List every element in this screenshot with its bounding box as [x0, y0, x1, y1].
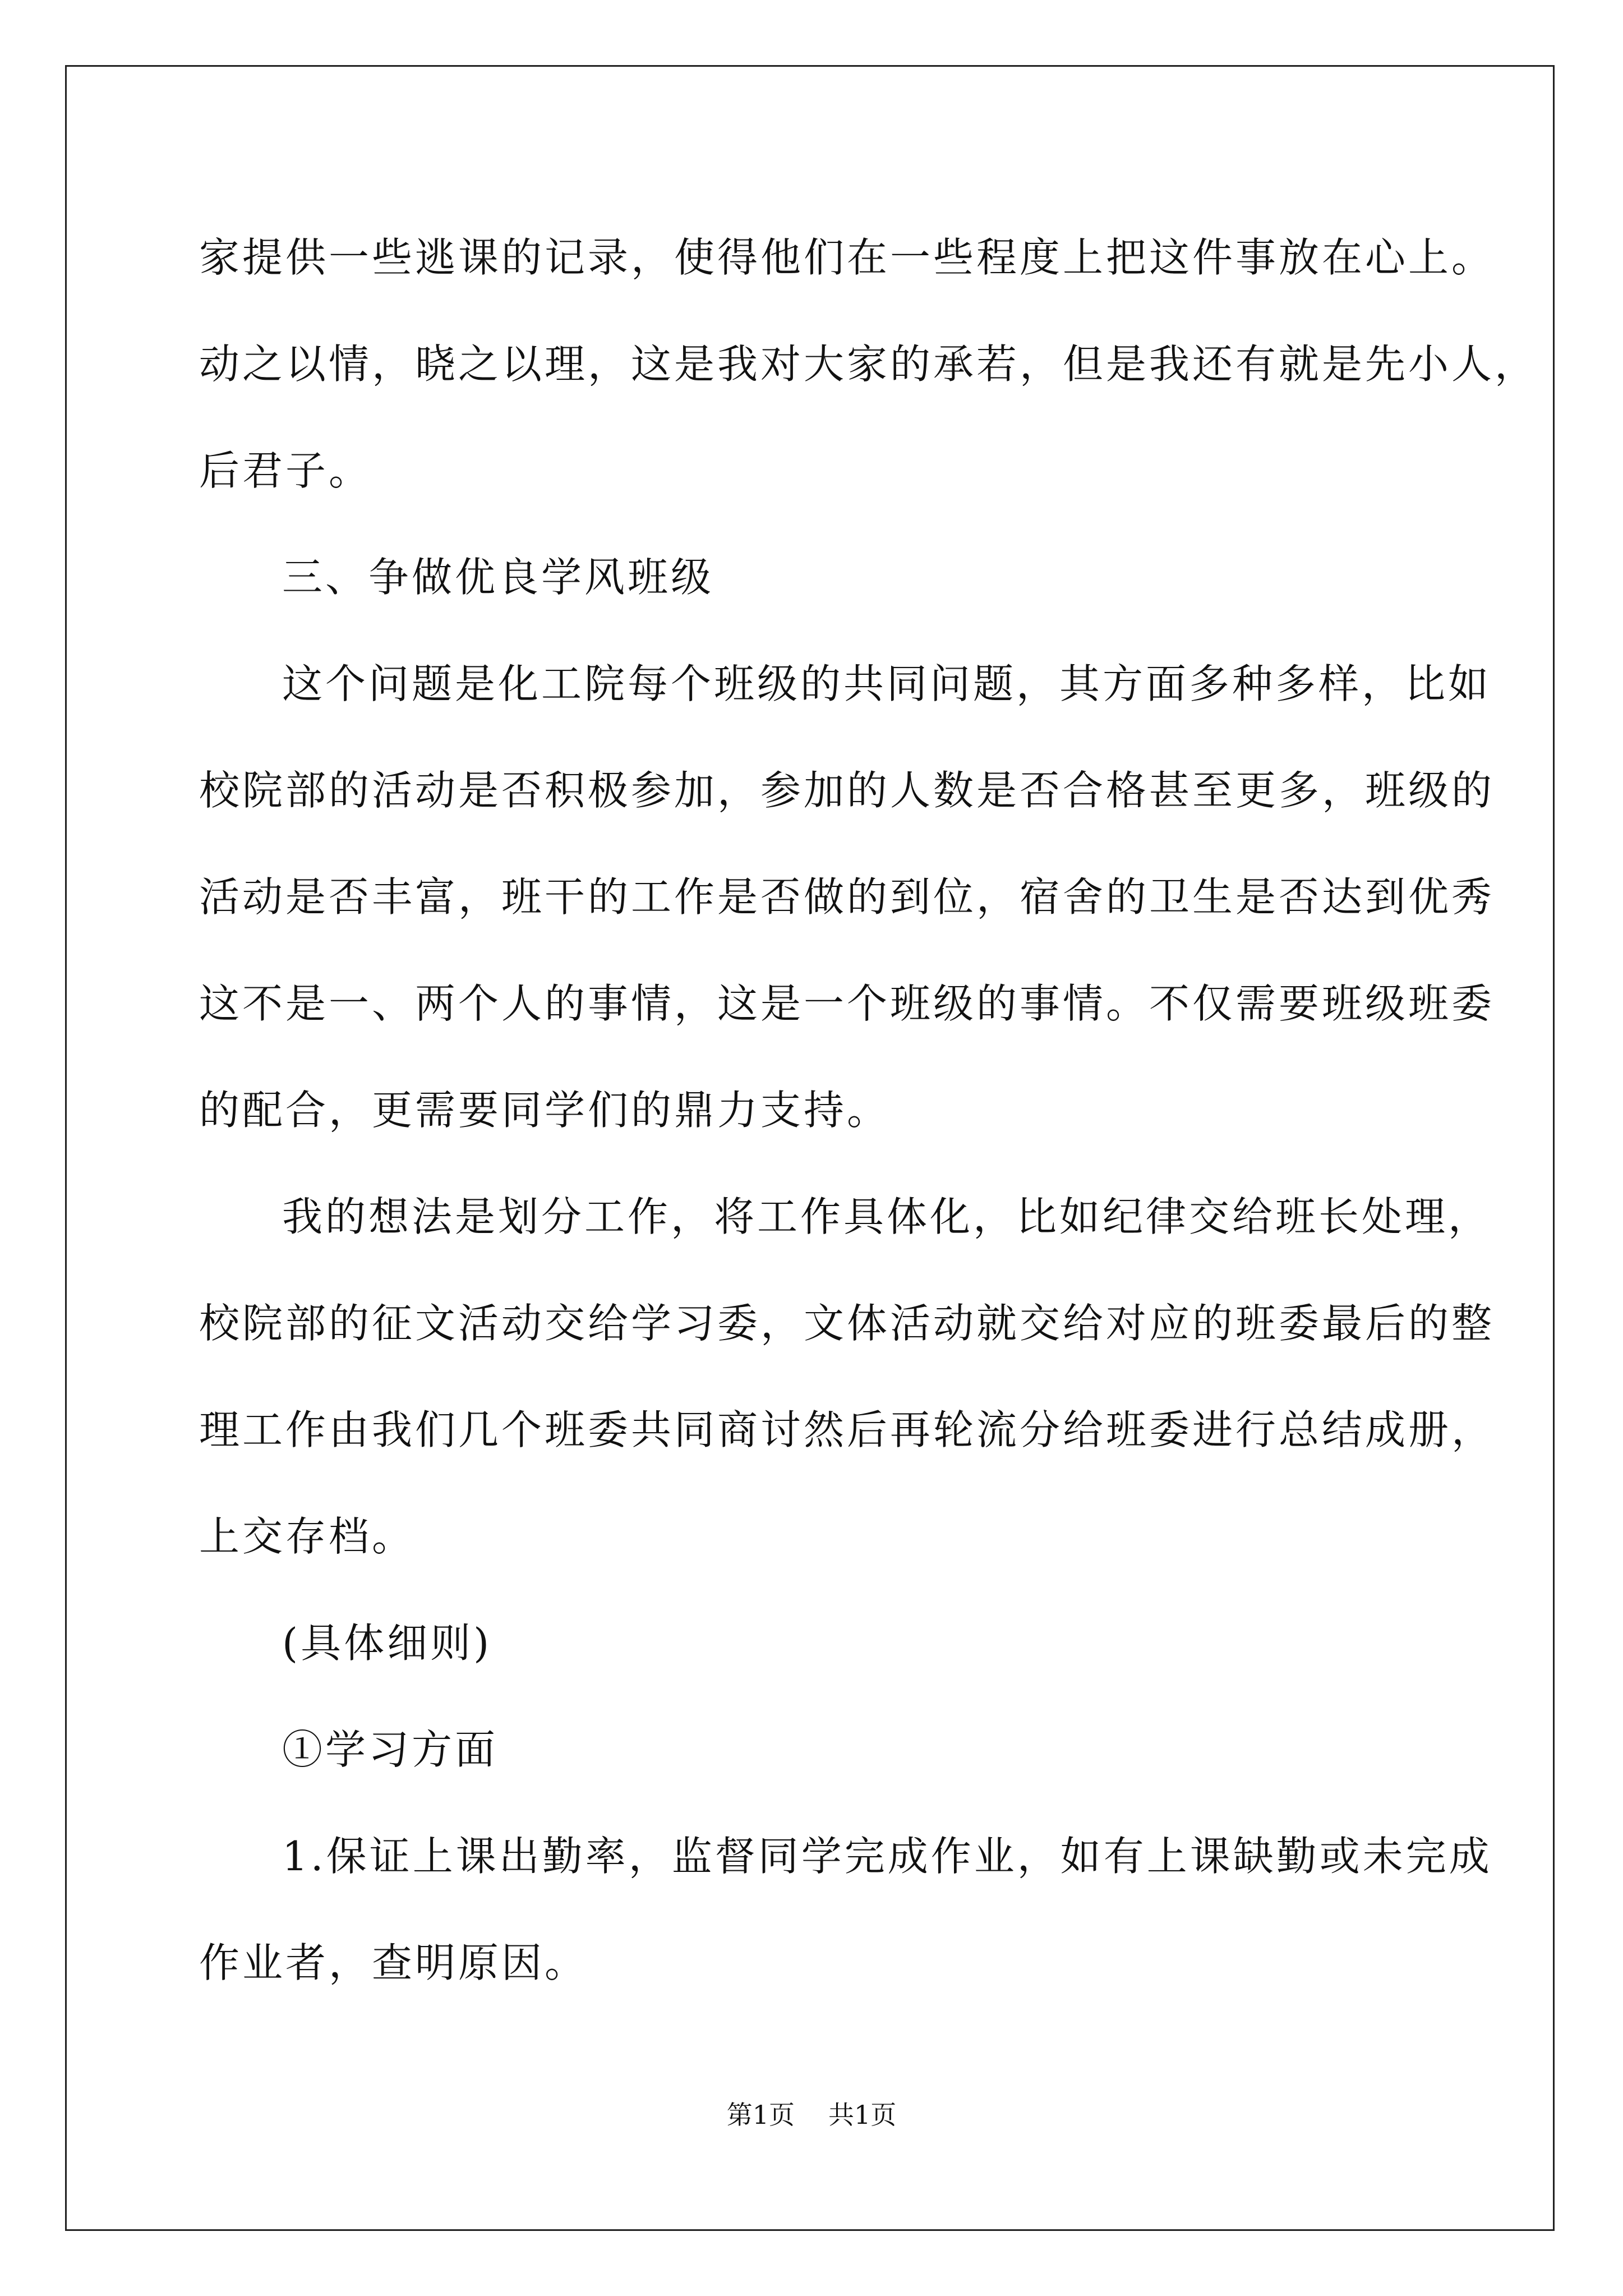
- text-line-11: 校院部的征文活动交给学习委，文体活动就交给对应的班委最后的整: [199, 1300, 1495, 1347]
- details-heading: (具体细则): [282, 1619, 492, 1667]
- text-line-16: 1.保证上课出勤率，监督同学完成作业，如有上课缺勤或未完成: [282, 1833, 1492, 1880]
- document-body: [199, 204, 1538, 2016]
- text-line-9: 的配合，更需要同学们的鼎力支持。: [199, 1087, 891, 1134]
- text-line-6: 校院部的活动是否积极参加，参加的人数是否合格甚至更多，班级的: [199, 767, 1495, 814]
- text-line-5: 这个问题是化工院每个班级的共同问题，其方面多种多样，比如: [282, 660, 1492, 707]
- text-line-1: 家提供一些逃课的记录，使得他们在一些程度上把这件事放在心上。: [199, 234, 1495, 281]
- page-footer: [0, 2098, 1623, 2132]
- section-heading: 三、争做优良学风班级: [282, 554, 714, 601]
- text-line-7: 活动是否丰富，班干的工作是否做的到位，宿舍的卫生是否达到优秀: [199, 873, 1495, 921]
- text-line-8: 这不是一、两个人的事情，这是一个班级的事情。不仅需要班级班委: [199, 980, 1495, 1027]
- page-total: 共1页: [828, 2100, 897, 2130]
- text-line-17: 作业者，查明原因。: [199, 1939, 588, 1986]
- subsection-heading: ①学习方面: [282, 1726, 499, 1773]
- text-line-13: 上交存档。: [199, 1513, 416, 1560]
- text-line-2: 动之以情，晓之以理，这是我对大家的承若，但是我还有就是先小人，: [199, 341, 1538, 388]
- text-line-3: 后君子。: [199, 447, 372, 494]
- page-number: 第1页: [726, 2100, 795, 2130]
- text-line-10: 我的想法是划分工作，将工作具体化，比如纪律交给班长处理，: [282, 1193, 1492, 1240]
- text-line-12: 理工作由我们几个班委共同商讨然后再轮流分给班委进行总结成册，: [199, 1406, 1495, 1453]
